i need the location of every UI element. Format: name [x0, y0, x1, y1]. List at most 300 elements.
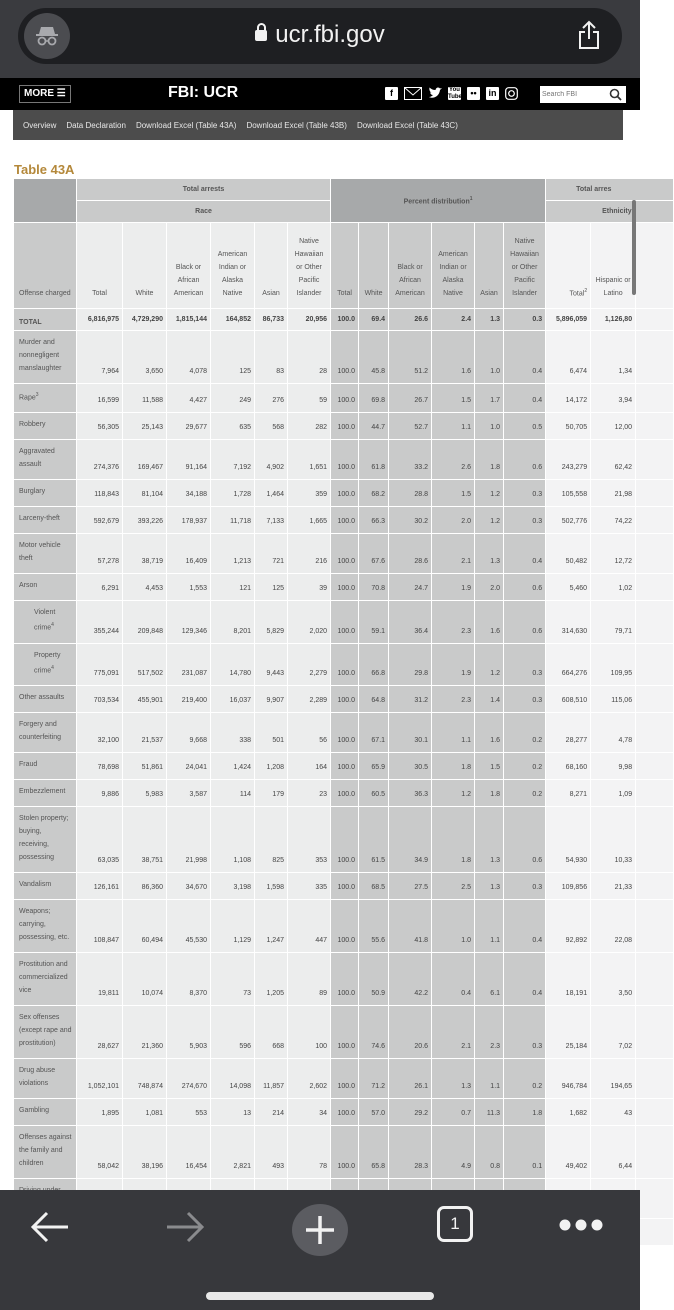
- cell-black: 9,668: [167, 712, 211, 752]
- cell-asian: 1,205: [255, 952, 288, 1005]
- cell-ps: 1.3: [475, 806, 504, 872]
- cell-pa: 1.1: [432, 413, 475, 440]
- cell-pt: 100.0: [331, 712, 359, 752]
- cell-white: 1,081: [123, 1098, 167, 1125]
- cell-total: 9,886: [77, 779, 123, 806]
- more-label: MORE: [24, 88, 54, 99]
- cell-black: 231,087: [167, 643, 211, 685]
- offense-cell: Forgery and counterfeiting: [14, 712, 77, 752]
- cell-hl: 79,71: [591, 601, 636, 643]
- cell-black: 219,400: [167, 685, 211, 712]
- cell-hl: 4,78: [591, 712, 636, 752]
- table-row: [14, 1005, 674, 1058]
- share-icon[interactable]: [578, 20, 600, 55]
- cell-black: 21,998: [167, 806, 211, 872]
- cell-pw: 69.4: [359, 309, 389, 331]
- cell-pt: 100.0: [331, 1058, 359, 1098]
- cell-pn: 0.3: [504, 872, 546, 899]
- cell-et: 5,460: [546, 574, 591, 601]
- cell-total: 775,091: [77, 643, 123, 685]
- cell-pw: 67.1: [359, 712, 389, 752]
- plus-icon: [292, 1204, 348, 1256]
- cell-pa: 1.5: [432, 384, 475, 413]
- tab-switcher-button[interactable]: 1: [437, 1206, 473, 1242]
- cell-nhopi: 28: [288, 331, 331, 384]
- offense-cell: Weapons; carrying, possessing, etc.: [14, 899, 77, 952]
- cell-asian: 7,133: [255, 507, 288, 534]
- cell-pw: 61.8: [359, 440, 389, 480]
- col-nhopi: Native Hawaiian or Other Pacific Islander: [288, 223, 331, 309]
- cell-pa: 2.3: [432, 685, 475, 712]
- cell-overflow: [636, 685, 674, 712]
- cell-pt: 100.0: [331, 1098, 359, 1125]
- new-tab-button[interactable]: [292, 1204, 348, 1256]
- cell-pa: 1.8: [432, 806, 475, 872]
- instagram-icon[interactable]: [505, 87, 518, 100]
- cell-white: 748,874: [123, 1058, 167, 1098]
- cell-pw: 45.8: [359, 331, 389, 384]
- cell-total: 1,895: [77, 1098, 123, 1125]
- cell-hl: 194,65: [591, 1058, 636, 1098]
- cell-pt: 100.0: [331, 601, 359, 643]
- cell-asian: 276: [255, 384, 288, 413]
- cell-ps: 1.4: [475, 685, 504, 712]
- cell-overflow: [636, 806, 674, 872]
- cell-black: 178,937: [167, 507, 211, 534]
- cell-pb: 20.6: [389, 1005, 432, 1058]
- facebook-icon[interactable]: f: [385, 87, 398, 100]
- cell-black: 274,670: [167, 1058, 211, 1098]
- col-pct-aian: American Indian or Alaska Native: [432, 223, 475, 309]
- cell-pn: 0.2: [504, 752, 546, 779]
- cell-aian: 121: [211, 574, 255, 601]
- cell-aian: 596: [211, 1005, 255, 1058]
- cell-pw: 74.6: [359, 1005, 389, 1058]
- col-overflow: [636, 223, 674, 309]
- email-icon[interactable]: [404, 87, 422, 100]
- col-hispanic: Hispanic or Latino: [591, 223, 636, 309]
- cell-hl: 9,98: [591, 752, 636, 779]
- table-row-total: [14, 309, 674, 331]
- youtube-icon[interactable]: You Tube: [448, 87, 462, 100]
- cell-asian: 5,829: [255, 601, 288, 643]
- cell-hl: 1,09: [591, 779, 636, 806]
- cell-pw: 65.9: [359, 752, 389, 779]
- cell-overflow: [636, 752, 674, 779]
- cell-ps: 1.3: [475, 309, 504, 331]
- cell-overflow: [636, 1058, 674, 1098]
- flickr-icon[interactable]: ••: [467, 87, 480, 100]
- cell-ps: 1.1: [475, 899, 504, 952]
- cell-overflow: [636, 779, 674, 806]
- cell-pn: 0.6: [504, 440, 546, 480]
- cell-pn: 0.4: [504, 899, 546, 952]
- cell-asian: 83: [255, 331, 288, 384]
- cell-total: 56,305: [77, 413, 123, 440]
- cell-aian: 1,108: [211, 806, 255, 872]
- cell-total: 28,627: [77, 1005, 123, 1058]
- cell-nhopi: 447: [288, 899, 331, 952]
- cell-white: 169,467: [123, 440, 167, 480]
- cell-pt: 100.0: [331, 574, 359, 601]
- cell-black: 4,078: [167, 331, 211, 384]
- cell-pw: 57.0: [359, 1098, 389, 1125]
- cell-pb: 29.8: [389, 643, 432, 685]
- cell-pb: 30.2: [389, 507, 432, 534]
- cell-total: 703,534: [77, 685, 123, 712]
- cell-pn: 0.2: [504, 1058, 546, 1098]
- cell-white: 11,588: [123, 384, 167, 413]
- cell-aian: 8,201: [211, 601, 255, 643]
- cell-pt: 100.0: [331, 480, 359, 507]
- cell-aian: 249: [211, 384, 255, 413]
- cell-total: 118,843: [77, 480, 123, 507]
- cell-total: 592,679: [77, 507, 123, 534]
- cell-hl: 6,44: [591, 1125, 636, 1178]
- nav-data-declaration[interactable]: Data Declaration: [66, 120, 126, 130]
- cell-pn: 0.6: [504, 574, 546, 601]
- cell-pw: 68.2: [359, 480, 389, 507]
- cell-et: 608,510: [546, 685, 591, 712]
- twitter-icon[interactable]: [428, 87, 442, 100]
- cell-pa: 2.0: [432, 507, 475, 534]
- cell-aian: 338: [211, 712, 255, 752]
- cell-pw: 44.7: [359, 413, 389, 440]
- cell-hl: 12,00: [591, 413, 636, 440]
- cell-et: 8,271: [546, 779, 591, 806]
- cell-pb: 41.8: [389, 899, 432, 952]
- cell-et: 1,682: [546, 1098, 591, 1125]
- offense-cell: Prostitution and commercialized vice: [14, 952, 77, 1005]
- header-percent-distribution: Percent distribution$^1$: [331, 179, 546, 223]
- cell-black: 34,670: [167, 872, 211, 899]
- cell-pt: 100.0: [331, 331, 359, 384]
- cell-ps: 1.2: [475, 480, 504, 507]
- cell-nhopi: 335: [288, 872, 331, 899]
- cell-total: 7,964: [77, 331, 123, 384]
- cell-ps: 1.2: [475, 507, 504, 534]
- more-menu-button[interactable]: [19, 85, 71, 103]
- cell-pb: 28.8: [389, 480, 432, 507]
- cell-hl: 115,06: [591, 685, 636, 712]
- cell-ps: 1.3: [475, 872, 504, 899]
- cell-aian: 16,037: [211, 685, 255, 712]
- cell-overflow: [636, 1178, 674, 1218]
- cell-pa: 1.9: [432, 574, 475, 601]
- table-row: [14, 574, 674, 601]
- cell-pn: 0.2: [504, 712, 546, 752]
- cell-black: 8,370: [167, 952, 211, 1005]
- cell-nhopi: 34: [288, 1098, 331, 1125]
- cell-white: 38,719: [123, 534, 167, 574]
- cell-nhopi: 2,020: [288, 601, 331, 643]
- cell-pt: 100.0: [331, 752, 359, 779]
- cell-et: 109,856: [546, 872, 591, 899]
- cell-pn: 0.2: [504, 779, 546, 806]
- table-row: [14, 331, 674, 384]
- cell-overflow: [636, 1005, 674, 1058]
- cell-pw: 69.8: [359, 384, 389, 413]
- cell-white: 51,861: [123, 752, 167, 779]
- offense-cell: Murder and nonnegligent manslaughter: [14, 331, 77, 384]
- hamburger-icon: ☰: [56, 88, 66, 99]
- offense-cell: Offenses against the family and children: [14, 1125, 77, 1178]
- cell-asian: 11,857: [255, 1058, 288, 1098]
- cell-pt: 100.0: [331, 952, 359, 1005]
- cell-aian: 164,852: [211, 309, 255, 331]
- table-row: [14, 384, 674, 413]
- offense-cell: Larceny-theft: [14, 507, 77, 534]
- cell-overflow: [636, 952, 674, 1005]
- offense-cell: Aggravated assault: [14, 440, 77, 480]
- cell-pb: 34.9: [389, 806, 432, 872]
- offense-cell: Robbery: [14, 413, 77, 440]
- cell-pn: 0.1: [504, 1125, 546, 1178]
- more-options-icon[interactable]: [558, 1218, 604, 1232]
- cell-overflow: [636, 384, 674, 413]
- cell-pa: 2.1: [432, 1005, 475, 1058]
- cell-et: 314,630: [546, 601, 591, 643]
- cell-total: 63,035: [77, 806, 123, 872]
- cell-aian: 1,213: [211, 534, 255, 574]
- cell-black: 45,530: [167, 899, 211, 952]
- search-input[interactable]: [542, 86, 608, 103]
- cell-white: 60,494: [123, 899, 167, 952]
- cell-hl: 21,33: [591, 872, 636, 899]
- cell-hl: 22,08: [591, 899, 636, 952]
- cell-black: 5,903: [167, 1005, 211, 1058]
- cell-et: 5,896,059: [546, 309, 591, 331]
- cell-ps: 2.0: [475, 574, 504, 601]
- cell-ps: 1.7: [475, 384, 504, 413]
- cell-et: 105,558: [546, 480, 591, 507]
- cell-white: 21,360: [123, 1005, 167, 1058]
- cell-et: 50,482: [546, 534, 591, 574]
- cell-asian: 1,247: [255, 899, 288, 952]
- cell-asian: 9,443: [255, 643, 288, 685]
- cell-white: 25,143: [123, 413, 167, 440]
- table-row: [14, 480, 674, 507]
- col-eth-total: Total$^2$: [546, 223, 591, 309]
- cell-overflow: [636, 601, 674, 643]
- cell-hl: 1,34: [591, 331, 636, 384]
- home-indicator: [206, 1292, 434, 1300]
- cell-ps: 6.1: [475, 952, 504, 1005]
- cell-asian: 214: [255, 1098, 288, 1125]
- col-pct-asian: Asian: [475, 223, 504, 309]
- col-pct-white: White: [359, 223, 389, 309]
- cell-aian: 1,424: [211, 752, 255, 779]
- cell-nhopi: 56: [288, 712, 331, 752]
- cell-pw: 71.2: [359, 1058, 389, 1098]
- cell-white: 455,901: [123, 685, 167, 712]
- search-icon[interactable]: [609, 88, 622, 101]
- cell-hl: 1,126,80: [591, 309, 636, 331]
- cell-pt: 100.0: [331, 779, 359, 806]
- cell-ps: 1.3: [475, 534, 504, 574]
- cell-pw: 50.9: [359, 952, 389, 1005]
- cell-aian: 635: [211, 413, 255, 440]
- cell-nhopi: 1,651: [288, 440, 331, 480]
- cell-overflow: [636, 712, 674, 752]
- cell-et: 18,191: [546, 952, 591, 1005]
- table-row: [14, 643, 674, 685]
- cell-pw: 68.5: [359, 872, 389, 899]
- table-scroll-container[interactable]: [13, 178, 635, 1190]
- forward-arrow-icon[interactable]: [165, 1210, 205, 1244]
- cell-pn: 1.8: [504, 1098, 546, 1125]
- cell-et: 50,705: [546, 413, 591, 440]
- cell-hl: 109,95: [591, 643, 636, 685]
- browser-top-bar: [0, 0, 640, 78]
- cell-pn: 0.3: [504, 643, 546, 685]
- table-row: [14, 779, 674, 806]
- cell-overflow: [636, 1098, 674, 1125]
- header-total-arrests: Total arrests: [77, 179, 331, 201]
- cell-asian: 568: [255, 413, 288, 440]
- arrests-table: [13, 178, 674, 1246]
- cell-black: 29,677: [167, 413, 211, 440]
- cell-nhopi: 353: [288, 806, 331, 872]
- url-text: ucr.fbi.gov: [275, 21, 385, 48]
- cell-white: 4,729,290: [123, 309, 167, 331]
- offense-cell: Fraud: [14, 752, 77, 779]
- cell-asian: 501: [255, 712, 288, 752]
- cell-pn: 0.4: [504, 384, 546, 413]
- cell-ps: 1.2: [475, 643, 504, 685]
- cell-ps: 1.0: [475, 331, 504, 384]
- cell-white: 4,453: [123, 574, 167, 601]
- cell-et: 25,184: [546, 1005, 591, 1058]
- linkedin-icon[interactable]: in: [486, 87, 499, 100]
- cell-pb: 51.2: [389, 331, 432, 384]
- cell-pb: 29.2: [389, 1098, 432, 1125]
- cell-pn: 0.4: [504, 534, 546, 574]
- cell-pb: 27.5: [389, 872, 432, 899]
- col-black: Black or African American: [167, 223, 211, 309]
- cell-ps: 2.3: [475, 1005, 504, 1058]
- cell-total: 108,847: [77, 899, 123, 952]
- cell-pa: 1.0: [432, 899, 475, 952]
- cell-white: 393,226: [123, 507, 167, 534]
- table-row: [14, 806, 674, 872]
- cell-pw: 61.5: [359, 806, 389, 872]
- cell-nhopi: 1,665: [288, 507, 331, 534]
- cell-et: 49,402: [546, 1125, 591, 1178]
- cell-black: 24,041: [167, 752, 211, 779]
- cell-hl: 3,50: [591, 952, 636, 1005]
- cell-asian: 4,902: [255, 440, 288, 480]
- cell-et: 68,160: [546, 752, 591, 779]
- col-white: White: [123, 223, 167, 309]
- address-bar[interactable]: [18, 8, 622, 64]
- nav-download-43c[interactable]: Download Excel (Table 43C): [356, 120, 458, 130]
- cell-pt: 100.0: [331, 384, 359, 413]
- cell-total: 16,599: [77, 384, 123, 413]
- cell-ps: 1.6: [475, 601, 504, 643]
- col-offense: Offense charged: [14, 223, 77, 309]
- table-row: [14, 752, 674, 779]
- cell-nhopi: 89: [288, 952, 331, 1005]
- cell-pn: 0.3: [504, 1005, 546, 1058]
- cell-hl: 1,02: [591, 574, 636, 601]
- cell-overflow: [636, 1218, 674, 1245]
- cell-white: 3,650: [123, 331, 167, 384]
- cell-aian: 114: [211, 779, 255, 806]
- cell-pn: 0.5: [504, 413, 546, 440]
- cell-pa: 1.3: [432, 1058, 475, 1098]
- cell-pw: 66.8: [359, 643, 389, 685]
- cell-et: 502,776: [546, 507, 591, 534]
- horizontal-scrollbar[interactable]: [632, 200, 636, 295]
- cell-total: 78,698: [77, 752, 123, 779]
- nav-download-43a[interactable]: Download Excel (Table 43A): [135, 120, 237, 130]
- offense-cell: Stolen property; buying, receiving, possessing: [14, 806, 77, 872]
- nav-overview[interactable]: Overview: [23, 120, 57, 130]
- cell-aian: 11,718: [211, 507, 255, 534]
- cell-nhopi: 359: [288, 480, 331, 507]
- cell-hl: 7,02: [591, 1005, 636, 1058]
- cell-nhopi: 59: [288, 384, 331, 413]
- cell-hl: 3,94: [591, 384, 636, 413]
- offense-cell: Embezzlement: [14, 779, 77, 806]
- cell-overflow: [636, 480, 674, 507]
- cell-nhopi: 20,956: [288, 309, 331, 331]
- search-field[interactable]: [540, 86, 626, 103]
- cell-total: 57,278: [77, 534, 123, 574]
- cell-total: 6,816,975: [77, 309, 123, 331]
- cell-nhopi: 2,289: [288, 685, 331, 712]
- cell-pb: 30.5: [389, 752, 432, 779]
- cell-aian: 1,129: [211, 899, 255, 952]
- site-title[interactable]: FBI: UCR: [168, 84, 239, 101]
- table-row: [14, 952, 674, 1005]
- cell-white: 209,848: [123, 601, 167, 643]
- cell-pw: 66.3: [359, 507, 389, 534]
- cell-ps: 11.3: [475, 1098, 504, 1125]
- cell-hl: 10,33: [591, 806, 636, 872]
- cell-ps: 0.8: [475, 1125, 504, 1178]
- offense-cell: Rape$^3$: [14, 384, 77, 413]
- cell-pt: 100.0: [331, 872, 359, 899]
- table-row: [14, 1125, 674, 1178]
- cell-nhopi: 23: [288, 779, 331, 806]
- cell-pb: 33.2: [389, 440, 432, 480]
- cell-overflow: [636, 331, 674, 384]
- cell-pa: 0.7: [432, 1098, 475, 1125]
- cell-pb: 26.6: [389, 309, 432, 331]
- cell-ps: 1.5: [475, 752, 504, 779]
- table-row: [14, 1058, 674, 1098]
- nav-download-43b[interactable]: Download Excel (Table 43B): [246, 120, 347, 130]
- cell-white: 517,502: [123, 643, 167, 685]
- url-display[interactable]: [18, 21, 622, 49]
- cell-total: 274,376: [77, 440, 123, 480]
- cell-black: 3,587: [167, 779, 211, 806]
- cell-aian: 1,728: [211, 480, 255, 507]
- back-arrow-icon[interactable]: [30, 1210, 70, 1244]
- offense-cell: TOTAL: [14, 309, 77, 331]
- cell-pt: 100.0: [331, 685, 359, 712]
- cell-black: 1,815,144: [167, 309, 211, 331]
- cell-ps: 1.6: [475, 712, 504, 752]
- cell-asian: 179: [255, 779, 288, 806]
- cell-et: 14,172: [546, 384, 591, 413]
- cell-pb: 52.7: [389, 413, 432, 440]
- cell-total: 6,291: [77, 574, 123, 601]
- cell-et: 6,474: [546, 331, 591, 384]
- col-pct-nhopi: Native Hawaiian or Other Pacific Islander: [504, 223, 546, 309]
